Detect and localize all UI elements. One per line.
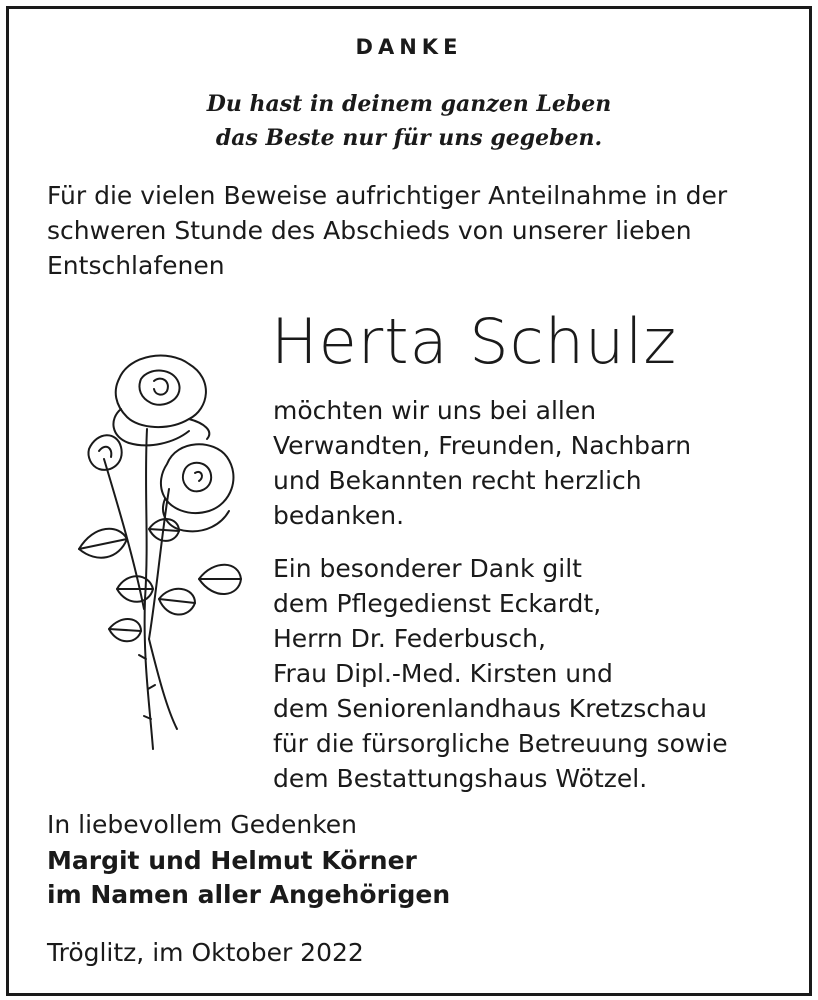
- signer-relation: im Namen aller Angehörigen: [47, 880, 451, 909]
- motto-verse: [9, 87, 809, 155]
- place-date: Tröglitz, im Oktober 2022: [47, 938, 364, 967]
- thanks-line: bedanken.: [273, 501, 405, 530]
- intro-line: Entschlafenen: [47, 251, 225, 280]
- intro-line: Für die vielen Beweise aufrichtiger Anteilnahme in der: [47, 181, 728, 210]
- special-thanks-line: dem Seniorenlandhaus Kretzschau: [273, 694, 708, 723]
- special-thanks-line: für die fürsorgliche Betreuung sowie: [273, 729, 728, 758]
- rose-bouquet-icon: [49, 339, 249, 759]
- obituary-notice: [6, 6, 812, 996]
- thanks-line: Verwandten, Freunden, Nachbarn: [273, 431, 692, 460]
- thanks-paragraph: [273, 393, 691, 533]
- motto-line: Du hast in deinem ganzen Leben: [206, 91, 612, 117]
- special-thanks-line: Herrn Dr. Federbusch,: [273, 624, 546, 653]
- thanks-line: möchten wir uns bei allen: [273, 396, 597, 425]
- special-thanks-line: Frau Dipl.-Med. Kirsten und: [273, 659, 613, 688]
- intro-text: [47, 178, 777, 283]
- special-thanks-line: Ein besonderer Dank gilt: [273, 554, 582, 583]
- thanks-line: und Bekannten recht herzlich: [273, 466, 642, 495]
- motto-line: das Beste nur für uns gegeben.: [215, 125, 603, 151]
- closing-line: In liebevollem Gedenken: [47, 810, 358, 839]
- special-thanks-paragraph: [273, 551, 728, 796]
- heading-danke: DANKE: [355, 35, 463, 59]
- special-thanks-line: dem Bestattungshaus Wötzel.: [273, 764, 648, 793]
- special-thanks-line: dem Pflegedienst Eckardt,: [273, 589, 602, 618]
- intro-line: schweren Stunde des Abschieds von unserer lieben: [47, 216, 692, 245]
- deceased-name: Herta Schulz: [271, 305, 678, 378]
- signer-names: Margit und Helmut Körner: [47, 846, 417, 875]
